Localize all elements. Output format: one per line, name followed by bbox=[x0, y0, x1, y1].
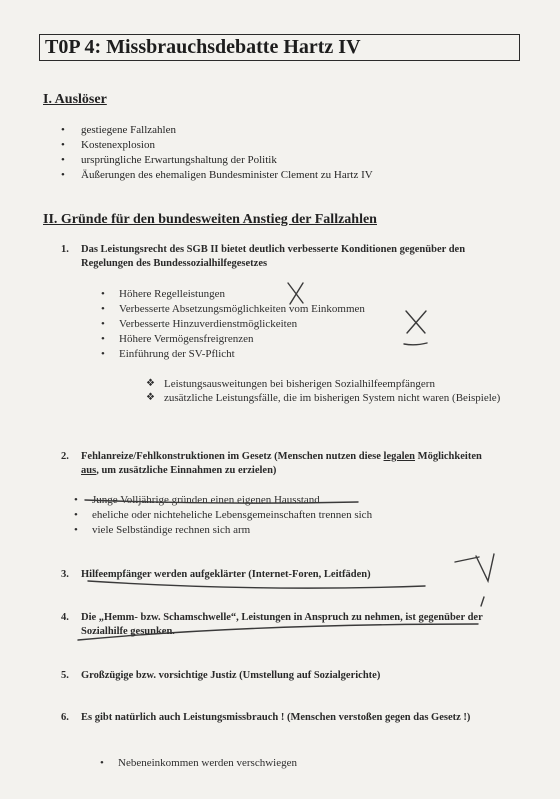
point-text: Das Leistungsrecht des SGB II bietet deutlich verbesserte Konditionen gegenüber den Regelungen des Bundessozialhilfegesetzes bbox=[81, 244, 466, 269]
point-1-bullets bbox=[119, 287, 365, 362]
point-text: Die „Hemm- bzw. Schamschwelle“, Leistungen in Anspruch zu nehmen, ist gegenüber der Sozialhilfe gesunken. bbox=[81, 612, 483, 637]
point-number: 5. bbox=[61, 670, 69, 681]
point-text: Fehlanreize/Fehlkonstruktionen im Gesetz (Menschen nutzen diese bbox=[81, 451, 384, 462]
list-item: • Verbesserte Absetzungsmöglichkeiten vom Einkommen bbox=[119, 302, 365, 317]
section-heading-gruende: II. Gründe für den bundesweiten Anstieg der Fallzahlen bbox=[43, 212, 377, 227]
list-item: • ursprüngliche Erwartungshaltung der Politik bbox=[81, 153, 373, 168]
point-6-bullets bbox=[118, 756, 297, 771]
point-1-details bbox=[164, 377, 504, 405]
point-5 bbox=[61, 669, 491, 683]
point-3 bbox=[61, 568, 491, 582]
point-2-bullets bbox=[92, 493, 372, 538]
point-number: 1. bbox=[61, 244, 69, 255]
list-item: • eheliche oder nichteheliche Lebensgemeinschaften trennen sich bbox=[92, 508, 372, 523]
point-number: 3. bbox=[61, 569, 69, 580]
point-number: 4. bbox=[61, 612, 69, 623]
section-heading-ausloeser: I. Auslöser bbox=[43, 92, 107, 107]
point-4 bbox=[61, 611, 491, 639]
handwritten-underline bbox=[88, 581, 425, 588]
point-text-underlined: aus bbox=[81, 465, 97, 476]
list-item: • viele Selbständige rechnen sich arm bbox=[92, 523, 372, 538]
point-number: 6. bbox=[61, 712, 69, 723]
point-6 bbox=[61, 711, 491, 725]
point-text: Hilfeempfänger werden aufgeklärter (Internet-Foren, Leitfäden) bbox=[81, 569, 371, 580]
list-item: • Äußerungen des ehemaligen Bundesminister Clement zu Hartz IV bbox=[81, 168, 373, 183]
point-text: Möglichkeiten bbox=[415, 451, 482, 462]
list-item: • Kostenexplosion bbox=[81, 138, 373, 153]
title-box bbox=[39, 34, 520, 61]
list-item: • Nebeneinkommen werden verschwiegen bbox=[118, 756, 297, 771]
point-number: 2. bbox=[61, 451, 69, 462]
list-item: ❖ Leistungsausweitungen bei bisherigen Sozialhilfeempfängern bbox=[164, 377, 504, 391]
point-text: Es gibt natürlich auch Leistungsmissbrauch ! (Menschen verstoßen gegen das Gesetz !) bbox=[81, 712, 471, 723]
list-item: • Höhere Regelleistungen bbox=[119, 287, 365, 302]
point-text: , um zusätzliche Einnahmen zu erzielen) bbox=[96, 465, 277, 476]
list-item: • Junge Volljährige gründen einen eigenen Hausstand bbox=[92, 493, 372, 508]
list-item: • Höhere Vermögensfreigrenzen bbox=[119, 332, 365, 347]
list-item: • Verbesserte Hinzuverdienstmöglickeiten bbox=[119, 317, 365, 332]
list-item: • gestiegene Fallzahlen bbox=[81, 123, 373, 138]
handwritten-underline bbox=[404, 343, 427, 345]
list-item: • Einführung der SV-Pflicht bbox=[119, 347, 365, 362]
handwritten-cross-mark bbox=[406, 311, 426, 333]
point-2 bbox=[61, 450, 491, 478]
ausloeser-list bbox=[81, 123, 373, 183]
point-1 bbox=[61, 243, 491, 271]
list-item: ❖ zusätzliche Leistungsfälle, die im bisherigen System nicht waren (Beispiele) bbox=[164, 391, 504, 405]
handwritten-stroke bbox=[481, 597, 484, 606]
point-text: Großzügige bzw. vorsichtige Justiz (Umstellung auf Sozialgerichte) bbox=[81, 670, 381, 681]
page-title: T0P 4: Missbrauchsdebatte Hartz IV bbox=[45, 36, 361, 58]
point-text-underlined: legalen bbox=[383, 451, 416, 462]
